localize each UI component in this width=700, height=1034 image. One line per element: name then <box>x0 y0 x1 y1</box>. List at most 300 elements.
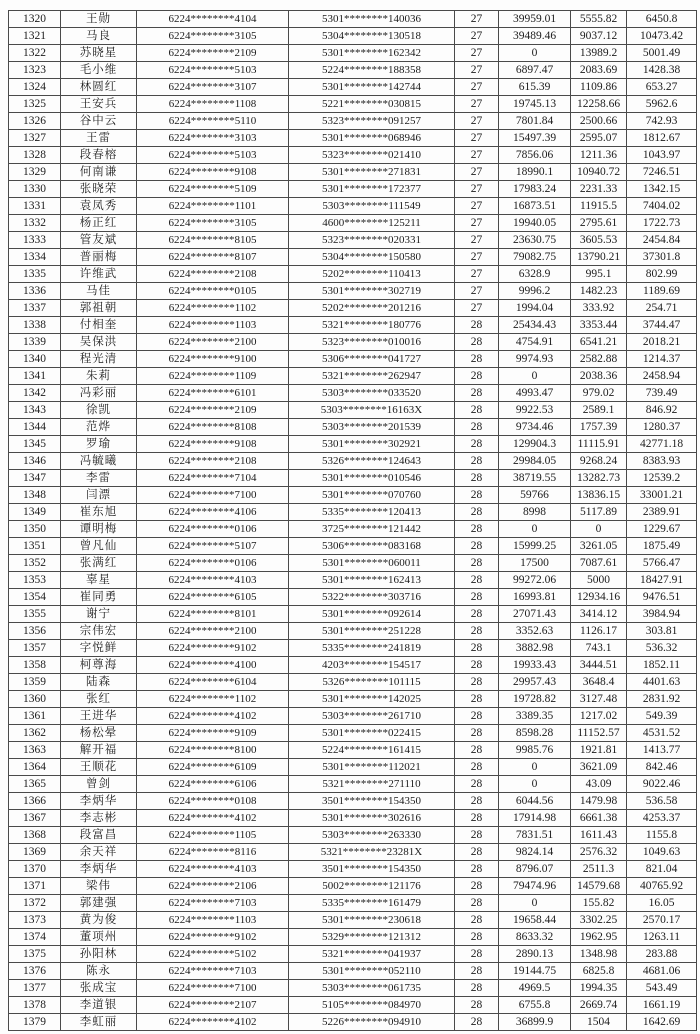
cell-id-no: 5321********271110 <box>289 776 455 793</box>
cell-row-no: 1351 <box>9 538 61 555</box>
cell-name: 陆森 <box>61 674 137 691</box>
cell-name: 王勋 <box>61 11 137 28</box>
cell-card-no: 6224********0108 <box>137 793 289 810</box>
cell-amount-a: 3352.63 <box>499 623 571 640</box>
cell-card-no: 6224********3103 <box>137 130 289 147</box>
cell-card-no: 6224********9102 <box>137 929 289 946</box>
cell-amount-c: 10473.42 <box>627 28 697 45</box>
table-row <box>9 878 697 895</box>
cell-amount-b: 1109.86 <box>571 79 627 96</box>
cell-card-no: 6224********1103 <box>137 317 289 334</box>
cell-amount-b: 3648.4 <box>571 674 627 691</box>
cell-row-no: 1327 <box>9 130 61 147</box>
cell-amount-c: 9022.46 <box>627 776 697 793</box>
cell-id-no: 5301********162413 <box>289 572 455 589</box>
cell-count: 27 <box>455 79 499 96</box>
cell-amount-a: 9985.76 <box>499 742 571 759</box>
cell-amount-c: 1642.69 <box>627 1014 697 1031</box>
cell-id-no: 5303********061735 <box>289 980 455 997</box>
cell-amount-a: 59766 <box>499 487 571 504</box>
table-row <box>9 351 697 368</box>
cell-amount-a: 3389.35 <box>499 708 571 725</box>
cell-id-no: 5202********110413 <box>289 266 455 283</box>
cell-amount-a: 23630.75 <box>499 232 571 249</box>
cell-row-no: 1329 <box>9 164 61 181</box>
cell-amount-b: 979.02 <box>571 385 627 402</box>
cell-row-no: 1338 <box>9 317 61 334</box>
cell-amount-b: 2595.07 <box>571 130 627 147</box>
cell-card-no: 6224********1103 <box>137 912 289 929</box>
table-row <box>9 776 697 793</box>
cell-count: 27 <box>455 62 499 79</box>
cell-card-no: 6224********7100 <box>137 487 289 504</box>
cell-name: 吴保洪 <box>61 334 137 351</box>
cell-amount-a: 8796.07 <box>499 861 571 878</box>
cell-count: 27 <box>455 198 499 215</box>
cell-amount-a: 0 <box>499 368 571 385</box>
cell-amount-b: 995.1 <box>571 266 627 283</box>
table-row <box>9 657 697 674</box>
cell-id-no: 5301********140036 <box>289 11 455 28</box>
cell-amount-c: 1875.49 <box>627 538 697 555</box>
cell-count: 28 <box>455 827 499 844</box>
table-row <box>9 640 697 657</box>
cell-amount-a: 17500 <box>499 555 571 572</box>
cell-row-no: 1322 <box>9 45 61 62</box>
table-row <box>9 385 697 402</box>
table-row <box>9 368 697 385</box>
cell-name: 冯彩丽 <box>61 385 137 402</box>
cell-amount-b: 3302.25 <box>571 912 627 929</box>
cell-name: 马良 <box>61 28 137 45</box>
table-row <box>9 946 697 963</box>
cell-name: 谷中云 <box>61 113 137 130</box>
cell-amount-c: 1280.37 <box>627 419 697 436</box>
cell-amount-c: 12539.2 <box>627 470 697 487</box>
cell-amount-a: 15999.25 <box>499 538 571 555</box>
cell-count: 28 <box>455 963 499 980</box>
table-row <box>9 504 697 521</box>
cell-count: 28 <box>455 895 499 912</box>
cell-row-no: 1349 <box>9 504 61 521</box>
cell-row-no: 1369 <box>9 844 61 861</box>
cell-row-no: 1337 <box>9 300 61 317</box>
table-row <box>9 572 697 589</box>
cell-amount-a: 29957.43 <box>499 674 571 691</box>
cell-card-no: 6224********4103 <box>137 861 289 878</box>
cell-id-no: 5301********142744 <box>289 79 455 96</box>
cell-id-no: 5321********23281X <box>289 844 455 861</box>
cell-amount-b: 3444.51 <box>571 657 627 674</box>
cell-count: 27 <box>455 181 499 198</box>
cell-count: 28 <box>455 1014 499 1031</box>
table-row <box>9 453 697 470</box>
cell-card-no: 6224********1109 <box>137 368 289 385</box>
cell-amount-b: 743.1 <box>571 640 627 657</box>
cell-amount-b: 11915.5 <box>571 198 627 215</box>
cell-amount-c: 842.46 <box>627 759 697 776</box>
cell-count: 28 <box>455 385 499 402</box>
cell-amount-b: 1611.43 <box>571 827 627 844</box>
cell-name: 段春榕 <box>61 147 137 164</box>
cell-card-no: 6224********6109 <box>137 759 289 776</box>
cell-amount-b: 155.82 <box>571 895 627 912</box>
cell-id-no: 5326********124643 <box>289 453 455 470</box>
cell-row-no: 1357 <box>9 640 61 657</box>
cell-amount-a: 39959.01 <box>499 11 571 28</box>
cell-amount-a: 27071.43 <box>499 606 571 623</box>
cell-amount-c: 4531.52 <box>627 725 697 742</box>
cell-amount-c: 40765.92 <box>627 878 697 895</box>
cell-row-no: 1335 <box>9 266 61 283</box>
cell-row-no: 1323 <box>9 62 61 79</box>
cell-name: 李炳华 <box>61 861 137 878</box>
cell-row-no: 1371 <box>9 878 61 895</box>
cell-card-no: 6224********6105 <box>137 589 289 606</box>
cell-row-no: 1333 <box>9 232 61 249</box>
table-row <box>9 113 697 130</box>
table-row <box>9 181 697 198</box>
cell-row-no: 1324 <box>9 79 61 96</box>
cell-card-no: 6224********6101 <box>137 385 289 402</box>
cell-id-no: 5306********041727 <box>289 351 455 368</box>
cell-count: 28 <box>455 351 499 368</box>
cell-name: 罗瑜 <box>61 436 137 453</box>
cell-count: 27 <box>455 215 499 232</box>
cell-row-no: 1325 <box>9 96 61 113</box>
cell-amount-c: 42771.18 <box>627 436 697 453</box>
cell-amount-b: 11152.57 <box>571 725 627 742</box>
cell-amount-b: 1994.35 <box>571 980 627 997</box>
cell-row-no: 1328 <box>9 147 61 164</box>
table-row <box>9 130 697 147</box>
cell-amount-c: 802.99 <box>627 266 697 283</box>
cell-name: 郭祖朝 <box>61 300 137 317</box>
cell-amount-b: 13989.2 <box>571 45 627 62</box>
cell-id-no: 5303********263330 <box>289 827 455 844</box>
cell-card-no: 6224********1102 <box>137 300 289 317</box>
cell-amount-a: 19728.82 <box>499 691 571 708</box>
cell-id-no: 5301********052110 <box>289 963 455 980</box>
cell-count: 28 <box>455 776 499 793</box>
cell-name: 曾剑 <box>61 776 137 793</box>
cell-amount-c: 739.49 <box>627 385 697 402</box>
cell-amount-b: 3353.44 <box>571 317 627 334</box>
cell-count: 28 <box>455 657 499 674</box>
cell-name: 程光清 <box>61 351 137 368</box>
document-table-region <box>8 10 696 1031</box>
cell-id-no: 5301********302921 <box>289 436 455 453</box>
cell-row-no: 1376 <box>9 963 61 980</box>
cell-amount-c: 1189.69 <box>627 283 697 300</box>
cell-amount-b: 13790.21 <box>571 249 627 266</box>
cell-count: 28 <box>455 929 499 946</box>
cell-card-no: 6224********4103 <box>137 572 289 589</box>
cell-id-no: 5303********261710 <box>289 708 455 725</box>
cell-name: 王进华 <box>61 708 137 725</box>
cell-card-no: 6224********9109 <box>137 725 289 742</box>
cell-id-no: 5301********251228 <box>289 623 455 640</box>
cell-id-no: 5301********092614 <box>289 606 455 623</box>
cell-card-no: 6224********9102 <box>137 640 289 657</box>
cell-amount-b: 2511.3 <box>571 861 627 878</box>
table-row <box>9 249 697 266</box>
cell-card-no: 6224********8108 <box>137 419 289 436</box>
cell-name: 李道银 <box>61 997 137 1014</box>
cell-amount-c: 6450.8 <box>627 11 697 28</box>
cell-amount-c: 1413.77 <box>627 742 697 759</box>
cell-amount-b: 12258.66 <box>571 96 627 113</box>
cell-amount-c: 2454.84 <box>627 232 697 249</box>
table-row <box>9 589 697 606</box>
cell-card-no: 6224********4102 <box>137 708 289 725</box>
cell-card-no: 6224********5103 <box>137 147 289 164</box>
cell-id-no: 5335********161479 <box>289 895 455 912</box>
cell-amount-b: 3621.09 <box>571 759 627 776</box>
cell-amount-c: 1661.19 <box>627 997 697 1014</box>
cell-amount-a: 38719.55 <box>499 470 571 487</box>
cell-id-no: 5301********302616 <box>289 810 455 827</box>
cell-id-no: 5301********112021 <box>289 759 455 776</box>
cell-amount-b: 3261.05 <box>571 538 627 555</box>
cell-amount-a: 4969.5 <box>499 980 571 997</box>
cell-amount-b: 6825.8 <box>571 963 627 980</box>
cell-id-no: 5301********060011 <box>289 555 455 572</box>
cell-id-no: 5323********091257 <box>289 113 455 130</box>
cell-amount-c: 543.49 <box>627 980 697 997</box>
cell-name: 朱莉 <box>61 368 137 385</box>
cell-card-no: 6224********8100 <box>137 742 289 759</box>
cell-name: 曾凡仙 <box>61 538 137 555</box>
cell-count: 28 <box>455 878 499 895</box>
cell-id-no: 5221********030815 <box>289 96 455 113</box>
cell-count: 28 <box>455 470 499 487</box>
cell-id-no: 5105********084970 <box>289 997 455 1014</box>
cell-amount-a: 18990.1 <box>499 164 571 181</box>
cell-amount-a: 19940.05 <box>499 215 571 232</box>
cell-count: 28 <box>455 436 499 453</box>
table-row <box>9 300 697 317</box>
cell-amount-c: 549.39 <box>627 708 697 725</box>
cell-amount-a: 6755.8 <box>499 997 571 1014</box>
table-row <box>9 1014 697 1031</box>
cell-row-no: 1347 <box>9 470 61 487</box>
cell-count: 28 <box>455 555 499 572</box>
cell-row-no: 1355 <box>9 606 61 623</box>
cell-card-no: 6224********5102 <box>137 946 289 963</box>
cell-amount-b: 11115.91 <box>571 436 627 453</box>
cell-count: 28 <box>455 912 499 929</box>
cell-count: 28 <box>455 946 499 963</box>
cell-count: 28 <box>455 572 499 589</box>
cell-row-no: 1336 <box>9 283 61 300</box>
cell-amount-a: 19933.43 <box>499 657 571 674</box>
cell-amount-a: 0 <box>499 895 571 912</box>
cell-count: 28 <box>455 725 499 742</box>
cell-card-no: 6224********1101 <box>137 198 289 215</box>
cell-amount-b: 1482.23 <box>571 283 627 300</box>
cell-id-no: 5304********130518 <box>289 28 455 45</box>
cell-count: 28 <box>455 640 499 657</box>
cell-name: 林圆红 <box>61 79 137 96</box>
cell-count: 27 <box>455 300 499 317</box>
cell-name: 李虹丽 <box>61 1014 137 1031</box>
cell-card-no: 6224********6104 <box>137 674 289 691</box>
cell-name: 张满红 <box>61 555 137 572</box>
cell-row-no: 1378 <box>9 997 61 1014</box>
cell-amount-b: 1757.39 <box>571 419 627 436</box>
cell-id-no: 5224********188358 <box>289 62 455 79</box>
table-row <box>9 793 697 810</box>
cell-card-no: 6224********4106 <box>137 504 289 521</box>
cell-id-no: 3501********154350 <box>289 793 455 810</box>
cell-amount-c: 254.71 <box>627 300 697 317</box>
cell-count: 27 <box>455 249 499 266</box>
cell-amount-b: 5000 <box>571 572 627 589</box>
cell-count: 28 <box>455 453 499 470</box>
cell-card-no: 6224********3105 <box>137 215 289 232</box>
table-row <box>9 538 697 555</box>
cell-name: 余天祥 <box>61 844 137 861</box>
table-row <box>9 861 697 878</box>
cell-row-no: 1370 <box>9 861 61 878</box>
cell-card-no: 6224********4102 <box>137 1014 289 1031</box>
cell-id-no: 5303********111549 <box>289 198 455 215</box>
cell-amount-a: 16873.51 <box>499 198 571 215</box>
table-row <box>9 11 697 28</box>
table-row <box>9 827 697 844</box>
cell-amount-a: 615.39 <box>499 79 571 96</box>
cell-row-no: 1368 <box>9 827 61 844</box>
cell-id-no: 5303********16163X <box>289 402 455 419</box>
cell-id-no: 5335********120413 <box>289 504 455 521</box>
cell-id-no: 5323********020331 <box>289 232 455 249</box>
cell-card-no: 6224********5103 <box>137 62 289 79</box>
table-row <box>9 147 697 164</box>
cell-amount-c: 2570.17 <box>627 912 697 929</box>
cell-amount-c: 3984.94 <box>627 606 697 623</box>
cell-count: 28 <box>455 334 499 351</box>
cell-name: 谭明梅 <box>61 521 137 538</box>
table-row <box>9 266 697 283</box>
cell-amount-b: 1962.95 <box>571 929 627 946</box>
cell-amount-b: 3414.12 <box>571 606 627 623</box>
cell-count: 27 <box>455 164 499 181</box>
cell-card-no: 6224********1102 <box>137 691 289 708</box>
cell-amount-c: 5001.49 <box>627 45 697 62</box>
cell-amount-c: 1049.63 <box>627 844 697 861</box>
cell-count: 28 <box>455 419 499 436</box>
cell-count: 28 <box>455 708 499 725</box>
cell-amount-c: 3744.47 <box>627 317 697 334</box>
cell-card-no: 6224********3107 <box>137 79 289 96</box>
cell-amount-c: 2831.92 <box>627 691 697 708</box>
cell-count: 28 <box>455 844 499 861</box>
cell-name: 字悦鲜 <box>61 640 137 657</box>
cell-count: 28 <box>455 691 499 708</box>
cell-id-no: 5301********142025 <box>289 691 455 708</box>
cell-count: 28 <box>455 368 499 385</box>
cell-amount-b: 1126.17 <box>571 623 627 640</box>
table-row <box>9 45 697 62</box>
cell-amount-c: 7246.51 <box>627 164 697 181</box>
cell-id-no: 5321********041937 <box>289 946 455 963</box>
cell-amount-b: 2582.88 <box>571 351 627 368</box>
cell-name: 王安兵 <box>61 96 137 113</box>
cell-row-no: 1343 <box>9 402 61 419</box>
table-row <box>9 691 697 708</box>
cell-amount-b: 9268.24 <box>571 453 627 470</box>
cell-amount-b: 13836.15 <box>571 487 627 504</box>
cell-card-no: 6224********0106 <box>137 521 289 538</box>
cell-row-no: 1326 <box>9 113 61 130</box>
cell-amount-b: 0 <box>571 521 627 538</box>
cell-amount-c: 5962.6 <box>627 96 697 113</box>
cell-row-no: 1360 <box>9 691 61 708</box>
cell-amount-c: 1812.67 <box>627 130 697 147</box>
cell-card-no: 6224********7104 <box>137 470 289 487</box>
cell-name: 梁伟 <box>61 878 137 895</box>
cell-amount-a: 4754.91 <box>499 334 571 351</box>
cell-count: 27 <box>455 28 499 45</box>
cell-amount-c: 821.04 <box>627 861 697 878</box>
cell-amount-c: 33001.21 <box>627 487 697 504</box>
cell-amount-b: 9037.12 <box>571 28 627 45</box>
cell-count: 28 <box>455 589 499 606</box>
cell-name: 王顺花 <box>61 759 137 776</box>
cell-card-no: 6224********4104 <box>137 11 289 28</box>
table-body <box>9 11 697 1031</box>
table-row <box>9 419 697 436</box>
cell-amount-b: 2038.36 <box>571 368 627 385</box>
cell-amount-a: 19745.13 <box>499 96 571 113</box>
cell-amount-a: 0 <box>499 521 571 538</box>
cell-card-no: 6224********8116 <box>137 844 289 861</box>
table-row <box>9 623 697 640</box>
table-row <box>9 895 697 912</box>
cell-id-no: 5002********121176 <box>289 878 455 895</box>
table-row <box>9 742 697 759</box>
cell-card-no: 6224********2108 <box>137 453 289 470</box>
cell-count: 27 <box>455 232 499 249</box>
cell-row-no: 1350 <box>9 521 61 538</box>
cell-amount-a: 2890.13 <box>499 946 571 963</box>
cell-count: 28 <box>455 606 499 623</box>
cell-card-no: 6224********0106 <box>137 555 289 572</box>
table-row <box>9 606 697 623</box>
cell-amount-a: 0 <box>499 776 571 793</box>
cell-amount-a: 7801.84 <box>499 113 571 130</box>
table-row <box>9 980 697 997</box>
cell-id-no: 5301********302719 <box>289 283 455 300</box>
cell-id-no: 5301********172377 <box>289 181 455 198</box>
cell-card-no: 6224********1108 <box>137 96 289 113</box>
cell-amount-b: 2231.33 <box>571 181 627 198</box>
cell-row-no: 1334 <box>9 249 61 266</box>
cell-amount-b: 6661.38 <box>571 810 627 827</box>
table-row <box>9 759 697 776</box>
cell-id-no: 5301********022415 <box>289 725 455 742</box>
cell-card-no: 6224********5107 <box>137 538 289 555</box>
cell-card-no: 6224********2109 <box>137 45 289 62</box>
cell-amount-b: 6541.21 <box>571 334 627 351</box>
table-row <box>9 62 697 79</box>
cell-name: 普丽梅 <box>61 249 137 266</box>
cell-row-no: 1375 <box>9 946 61 963</box>
cell-amount-b: 3605.53 <box>571 232 627 249</box>
cell-id-no: 5322********303716 <box>289 589 455 606</box>
table-row <box>9 674 697 691</box>
